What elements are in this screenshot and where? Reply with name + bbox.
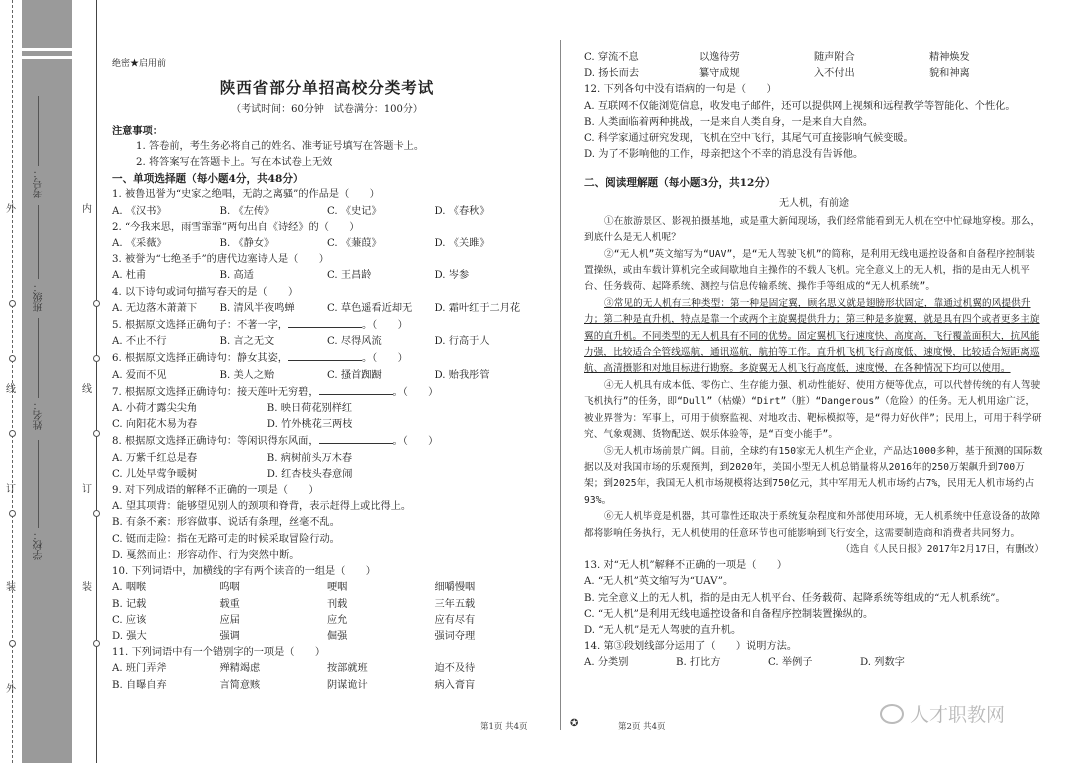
option[interactable]: B. 记载: [112, 598, 147, 610]
article-paragraph: ⑤无人机市场前景广阔。目前，全球约有150家无人机生产企业，产品达1000多种，基于预测的国际数据以及对我国市场的乐观预判，到2020年，美国小型无人机总销量将从2016年的250万架飙升到700万架；到2025年，我国无人机市场规模将达到750亿元，其中军用无人机市场约占7%，民用无人机市场约占93%。: [584, 445, 1043, 506]
binding-gray-band: [22, 0, 72, 763]
option[interactable]: A. 爱而不见: [112, 369, 167, 381]
article-paragraph: ②“无人机”英文缩写为“UAV”，是“无人驾驶飞机”的简称，是利用无线电遥控设备和自备程序控制装置操纵，或由车载计算机完全或间歇地自主操作的不载人飞机。完全意义上的无人机，指的是由无人机平台、任务载荷、起降系统、测控与信息传输系统、操作手等组成的“无人机系统”。: [584, 248, 1035, 293]
article-paragraph: ④无人机具有成本低、零伤亡、生存能力强、机动性能好、使用方便等优点，可以代替传统的有人驾驶飞机执行”的任务，即“Dull”（枯燥）“Dirt”（脏）“Dangerous”（危险）的任务。无人机用途广泛，被业界誉为：军事上，可用于侦察监视、对地攻击、靶标模拟等，是“得力好伙伴”；民用上，可用于科学研究、气象观测、货物配送、娱乐体验等，是“百变小能手”。: [584, 379, 1042, 441]
option[interactable]: C. 儿处早莺争暖树: [112, 468, 198, 480]
option[interactable]: D. 《关雎》: [434, 238, 490, 250]
question-options: [112, 204, 542, 220]
question-options: [584, 655, 1044, 671]
left-page: [112, 50, 542, 694]
option-word: 三年五载: [434, 598, 476, 610]
option-word: 病入膏肓: [434, 679, 476, 691]
option[interactable]: A. “无人机”英文缩写为“UAV”。: [584, 576, 734, 588]
inner-seal-char: 装: [82, 582, 92, 593]
option-word: 应有尽有: [434, 614, 476, 626]
option[interactable]: D. 岑参: [434, 270, 470, 282]
question-options: [112, 268, 542, 284]
option-word: 貌和神离: [929, 68, 970, 80]
question-options: [112, 613, 542, 629]
note-item: 1. 答卷前，考生务必将自己的姓名、准考证号填写在答题卡上。: [136, 140, 425, 152]
question-options: [112, 401, 542, 417]
school-field-label: 学校：: [34, 530, 45, 560]
question-options: [112, 467, 542, 483]
option-word: 倔强: [327, 630, 348, 642]
option-word: 细嚼慢咽: [434, 582, 476, 594]
option[interactable]: D. “无人机”是无人驾驶的直升机。: [584, 624, 742, 636]
option-word: 迫不及待: [434, 663, 476, 675]
option-word: 精神焕发: [929, 52, 970, 63]
question-options: [112, 629, 542, 645]
question-options: [112, 301, 542, 317]
center-mark-icon: ✪: [570, 718, 579, 729]
watermark: [880, 700, 1005, 727]
option[interactable]: C. 草色遥看近却无: [327, 302, 413, 314]
section-heading: 一、单项选择题（每小题4分，共48分）: [112, 173, 304, 186]
option[interactable]: A. 不止不行: [112, 336, 167, 348]
article-source: （选自《人民日报》2017年2月17日，有删改）: [840, 543, 1044, 555]
question: 2. “今我来思，雨雪霏霏”两句出自《诗经》的（ ）: [112, 221, 360, 233]
option-word: 随声附合: [814, 52, 855, 63]
article-paragraph: ①在旅游景区、影视拍摄基地，或是重大新闻现场，我们经常能看到无人机在空中忙碌地穿梭。那么，到底什么是无人机呢？: [584, 215, 1041, 244]
question: 10. 下列词语中，加横线的字有两个读音的一组是（ ）: [112, 566, 376, 578]
option[interactable]: C. 科学家通过研究发现，飞机在空中飞行，其尾气可直接影响气候变暖。: [584, 133, 914, 145]
binding-hole-icon: [9, 355, 16, 362]
article-paragraph-underlined: ③常见的无人机有三种类型：第一种是固定翼，顾名思义就是翅膀形状固定，靠通过机翼的风提供升力；第二种是直升机，特点是靠一个或两个主旋翼提供升力；第三种是多旋翼，就是具有四个或者更多主旋翼的直升机。不同类型的无人机具有不同的优势。固定翼机飞行速度快、高度高，飞行覆盖面积大，抗风能力强，比较适合全管线巡航，通讯巡航，航拍等工作。直升机飞机飞行高度低、速度慢，比较适合短距离巡航、高清摄影和对地目标进行勘察。多旋翼无人机飞行高度低，速度慢，在各种情况下均可以使用。: [584, 297, 1040, 375]
option-word: 纂守成规: [699, 68, 740, 80]
binding-hole-icon: [9, 640, 16, 647]
option[interactable]: D. 竹外桃花三两枝: [266, 419, 353, 431]
class-field-label: 班级：: [34, 282, 45, 312]
option[interactable]: A. 《采薇》: [112, 238, 167, 250]
binding-hole-icon: [93, 640, 100, 647]
exam-id-field-line[interactable]: [38, 96, 39, 166]
option[interactable]: A. 班门弄斧: [112, 663, 167, 675]
question: 3. 被誉为“七绝圣手”的唐代边塞诗人是（ ）: [112, 254, 329, 266]
option[interactable]: A. 望其项背：能够望见别人的颈项和脊背，表示赶得上或比得上。: [112, 501, 412, 513]
answer-blank[interactable]: [319, 433, 393, 444]
option[interactable]: A. 小荷才露尖尖角: [112, 403, 198, 415]
seal-char: 订: [6, 484, 16, 495]
right-page: [584, 50, 1044, 672]
inner-seal-line: [96, 0, 97, 763]
option[interactable]: D. 红杏枝头春意闹: [266, 468, 353, 480]
binding-hole-icon: [93, 430, 100, 437]
option[interactable]: D. 为了不影响他的工作，母亲把这个不幸的消息没有告诉他。: [584, 149, 864, 161]
question-options: [112, 334, 542, 350]
section-heading: 二、阅读理解题（每小题3分，共12分）: [584, 177, 776, 190]
option-word: 阴谋诡计: [327, 679, 368, 691]
option[interactable]: A. 互联网不仅能浏览信息，收发电子邮件，还可以提供网上视频和远程教学等智能化、个性化。: [584, 100, 1016, 112]
option[interactable]: C. 《蒹葭》: [327, 238, 382, 250]
answer-blank[interactable]: [288, 350, 362, 361]
question-options: [112, 597, 542, 613]
option[interactable]: C. 王昌龄: [327, 270, 372, 282]
option[interactable]: D. 列数字: [860, 657, 905, 669]
binding-hole-icon: [9, 430, 16, 437]
option-word: 哽咽: [327, 582, 348, 594]
option[interactable]: B. 打比方: [676, 657, 721, 669]
question: 7. 根据原文选择正确诗句：接天莲叶无穷碧， 。（ ）: [112, 384, 542, 401]
option-word: 强词夺理: [434, 630, 476, 642]
seal-char: 装: [6, 582, 16, 593]
answer-blank[interactable]: [288, 317, 362, 328]
option[interactable]: B. 自曝自弃: [112, 679, 167, 691]
binding-hole-icon: [93, 510, 100, 517]
binding-hole-icon: [9, 300, 16, 307]
note-item: 2. 将答案写在答题卡上。写在本试卷上无效: [136, 157, 333, 169]
inner-seal-char: 内: [82, 204, 92, 215]
notes-heading: 注意事项：: [112, 124, 163, 137]
binding-hole-icon: [93, 355, 100, 362]
option[interactable]: B. 美人之贻: [219, 369, 275, 381]
page-divider: [560, 40, 561, 730]
option[interactable]: B. 完全意义上的无人机，指的是由无人机平台、任务载荷、起降系统等组成的“无人机系统”。: [584, 592, 1006, 604]
question-options: [112, 661, 542, 677]
option[interactable]: C. 铤而走险：指在无路可走的时候采取冒险行动。: [112, 533, 340, 545]
inner-seal-char: 线: [82, 384, 92, 395]
option[interactable]: B. 《左传》: [219, 205, 275, 217]
question-options: [584, 66, 1044, 82]
watermark-text: 人才职教网: [910, 704, 1006, 726]
wechat-icon: [880, 704, 904, 724]
option[interactable]: B. 人类面临着两种挑战，一是来自人类自身，一是来自大自然。: [584, 116, 874, 128]
question-options: [112, 451, 542, 467]
option[interactable]: B. 映日荷花别样红: [266, 403, 353, 415]
question-options: [112, 368, 542, 384]
question: 9. 对下列成语的解释不正确的一项是（ ）: [112, 485, 319, 497]
question: 1. 被鲁迅誉为“史家之绝唱，无韵之离骚”的作品是（ ）: [112, 189, 380, 201]
seal-char: 线: [6, 384, 16, 395]
article-paragraph: ⑥无人机毕竟是机器，其可靠性还取决于系统复杂程度和外部使用环境，无人机系统中任意设备的故障都将影响任务执行，无人机使用的任意环节也可能影响到飞行安全，这需要制造商和消费者共同努力。: [584, 511, 1041, 539]
binding-margin: [0, 0, 96, 763]
class-field-line[interactable]: [38, 205, 39, 279]
binding-hole-icon: [9, 510, 16, 517]
option[interactable]: B. 清风半夜鸣蝉: [219, 302, 295, 314]
option[interactable]: B. 高适: [219, 270, 254, 282]
answer-blank[interactable]: [319, 384, 393, 395]
question: 6. 根据原文选择正确诗句：静女其姿， 。（ ）: [112, 350, 542, 367]
option[interactable]: A. 杜甫: [112, 270, 147, 282]
binding-hole-icon: [93, 300, 100, 307]
option-word: 按部就班: [327, 663, 368, 675]
option[interactable]: D. 行高于人: [434, 336, 490, 348]
option-word: 言简意赅: [219, 679, 261, 691]
option-word: 以逸待劳: [699, 52, 740, 63]
option[interactable]: D. 扬长而去: [584, 68, 640, 80]
name-field-line[interactable]: [38, 318, 39, 398]
option[interactable]: A. 分类别: [584, 657, 629, 669]
seal-char: 外: [6, 684, 16, 695]
option[interactable]: C. 穿流不息: [584, 52, 639, 63]
question-options: [112, 236, 542, 252]
option[interactable]: C. “无人机”是利用无线电遥控设备和自备程序控制装置操纵的。: [584, 608, 874, 620]
option-word: 入不付出: [814, 68, 855, 80]
option-word: 应届: [219, 614, 240, 626]
question: 11. 下列词语中有一个错别字的一项是（ ）: [112, 647, 326, 659]
option[interactable]: D. 戛然而止：形容动作、行为突然中断。: [112, 549, 300, 561]
option-word: 呜咽: [219, 582, 240, 594]
question: 5. 根据原文选择正确句子：不著一字， 。（ ）: [112, 317, 542, 334]
option[interactable]: C. 《史记》: [327, 205, 382, 217]
option-word: 刊载: [327, 598, 348, 610]
exam-id-field-label: 考号：: [34, 168, 45, 198]
option-word: 殚精竭虑: [219, 663, 261, 675]
option[interactable]: B. 言之无文: [219, 336, 275, 348]
option[interactable]: B. 有条不紊：形容做事、说话有条理，丝毫不乱。: [112, 517, 340, 529]
exam-subtitle: （考试时间：60分钟 试卷满分：100分）: [231, 104, 423, 116]
question: 4. 以下诗句或词句描写春天的是（ ）: [112, 286, 299, 298]
option-word: 载重: [219, 598, 240, 610]
question-options: [112, 417, 542, 433]
page-number-right: 第2页 共4页: [618, 722, 666, 732]
option[interactable]: D. 强大: [112, 630, 147, 642]
option[interactable]: A. 万紫千红总是春: [112, 452, 198, 464]
option[interactable]: D. 贻我彤管: [434, 369, 490, 381]
question: 8. 根据原文选择正确诗句：等闲识得东风面， 。（ ）: [112, 433, 542, 450]
option[interactable]: C. 向阳花木易为春: [112, 419, 198, 431]
option[interactable]: D. 霜叶红于二月花: [434, 302, 521, 314]
name-field-label: 姓名：: [34, 400, 45, 430]
option[interactable]: D. 《春秋》: [434, 205, 490, 217]
option[interactable]: C. 尽得风流: [327, 336, 382, 348]
option[interactable]: B. 病树前头万木春: [266, 452, 353, 464]
question: 14. 第③段划线部分运用了（ ）说明方法。: [584, 641, 798, 653]
question-options: [112, 580, 542, 596]
seal-char: 外: [6, 204, 16, 215]
option-word: 应允: [327, 614, 348, 626]
option-word: 强调: [219, 630, 240, 642]
question: 13. 对“无人机”解释不正确的一项是（ ）: [584, 560, 788, 572]
option[interactable]: B. 《静女》: [219, 238, 275, 250]
question: 12. 下列各句中没有语病的一句是（ ）: [584, 84, 777, 96]
option[interactable]: A. 咽喉: [112, 582, 147, 594]
question-options: [584, 50, 1044, 66]
option[interactable]: C. 举例子: [768, 657, 813, 669]
option[interactable]: C. 搔首踟蹰: [327, 369, 382, 381]
exam-title: 陕西省部分单招高校分类考试: [219, 78, 435, 98]
option[interactable]: A. 《汉书》: [112, 205, 167, 217]
confidential-label: 绝密★启用前: [112, 59, 167, 69]
option[interactable]: C. 应该: [112, 614, 147, 626]
option[interactable]: A. 无边落木萧萧下: [112, 302, 198, 314]
inner-seal-char: 订: [82, 484, 92, 495]
article-title: 无人机，有前途: [779, 197, 849, 209]
page-number-left: 第1页 共4页: [480, 722, 528, 732]
question-options: [112, 678, 542, 694]
school-field-line[interactable]: [38, 440, 39, 528]
